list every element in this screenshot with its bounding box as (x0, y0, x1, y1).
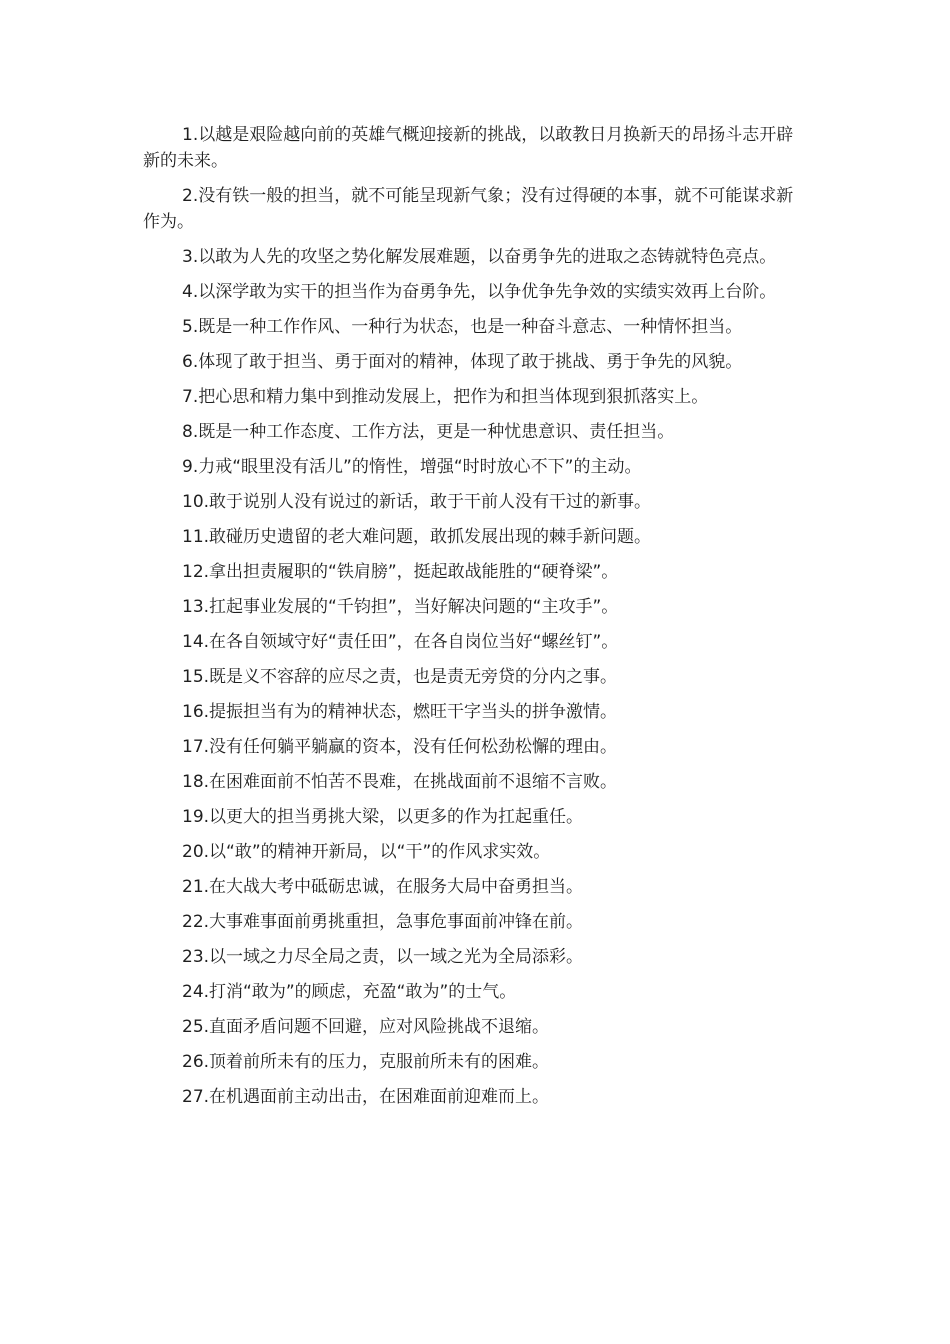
list-item-14: 14.在各自领域守好“责任田”，在各自岗位当好“螺丝钉”。 (182, 632, 619, 652)
list-item-26: 26.顶着前所未有的压力，克服前所未有的困难。 (182, 1052, 550, 1072)
list-item-9: 9.力戒“眼里没有活儿”的惰性，增强“时时放心不下”的主动。 (182, 457, 642, 477)
list-item-5: 5.既是一种工作作风、一种行为状态，也是一种奋斗意志、一种情怀担当。 (182, 317, 743, 337)
list-item-16: 16.提振担当有为的精神状态，燃旺干字当头的拼争激情。 (182, 702, 618, 722)
list-item-4: 4.以深学敢为实干的担当作为奋勇争先，以争优争先争效的实绩实效再上台阶。 (182, 282, 777, 302)
list-item-24: 24.打消“敢为”的顾虑，充盈“敢为”的士气。 (182, 982, 517, 1002)
list-item-1: 1.以越是艰险越向前的英雄气概迎接新的挑战，以敢教日月换新天的昂扬斗志开辟新的未来。 (143, 125, 794, 171)
list-item-23: 23.以一域之力尽全局之责，以一域之光为全局添彩。 (182, 947, 584, 967)
list-item-20: 20.以“敢”的精神开新局，以“干”的作风求实效。 (182, 842, 551, 862)
list-item-19: 19.以更大的担当勇挑大梁，以更多的作为扛起重任。 (182, 807, 584, 827)
list-item-27: 27.在机遇面前主动出击，在困难面前迎难而上。 (182, 1087, 550, 1107)
list-item-18: 18.在困难面前不怕苦不畏难，在挑战面前不退缩不言败。 (182, 772, 618, 792)
list-item-22: 22.大事难事面前勇挑重担，急事危事面前冲锋在前。 (182, 912, 584, 932)
list-item-12: 12.拿出担责履职的“铁肩膀”，挺起敢战能胜的“硬脊梁”。 (182, 562, 619, 582)
list-item-15: 15.既是义不容辞的应尽之责，也是责无旁贷的分内之事。 (182, 667, 618, 687)
list-item-10: 10.敢于说别人没有说过的新话，敢于干前人没有干过的新事。 (182, 492, 652, 512)
list-item-3: 3.以敢为人先的攻坚之势化解发展难题，以奋勇争先的进取之态铸就特色亮点。 (182, 247, 777, 267)
list-item-11: 11.敢碰历史遗留的老大难问题，敢抓发展出现的棘手新问题。 (182, 527, 652, 547)
list-item-21: 21.在大战大考中砥砺忠诚，在服务大局中奋勇担当。 (182, 877, 584, 897)
list-item-2: 2.没有铁一般的担当，就不可能呈现新气象；没有过得硬的本事，就不可能谋求新作为。 (143, 186, 794, 232)
list-item-6: 6.体现了敢于担当、勇于面对的精神，体现了敢于挑战、勇于争先的风貌。 (182, 352, 743, 372)
list-item-8: 8.既是一种工作态度、工作方法，更是一种忧患意识、责任担当。 (182, 422, 675, 442)
list-item-7: 7.把心思和精力集中到推动发展上，把作为和担当体现到狠抓落实上。 (182, 387, 709, 407)
list-item-17: 17.没有任何躺平躺赢的资本，没有任何松劲松懈的理由。 (182, 737, 618, 757)
list-item-25: 25.直面矛盾问题不回避，应对风险挑战不退缩。 (182, 1017, 550, 1037)
document-body (143, 122, 809, 1119)
list-item-13: 13.扛起事业发展的“千钧担”，当好解决问题的“主攻手”。 (182, 597, 619, 617)
